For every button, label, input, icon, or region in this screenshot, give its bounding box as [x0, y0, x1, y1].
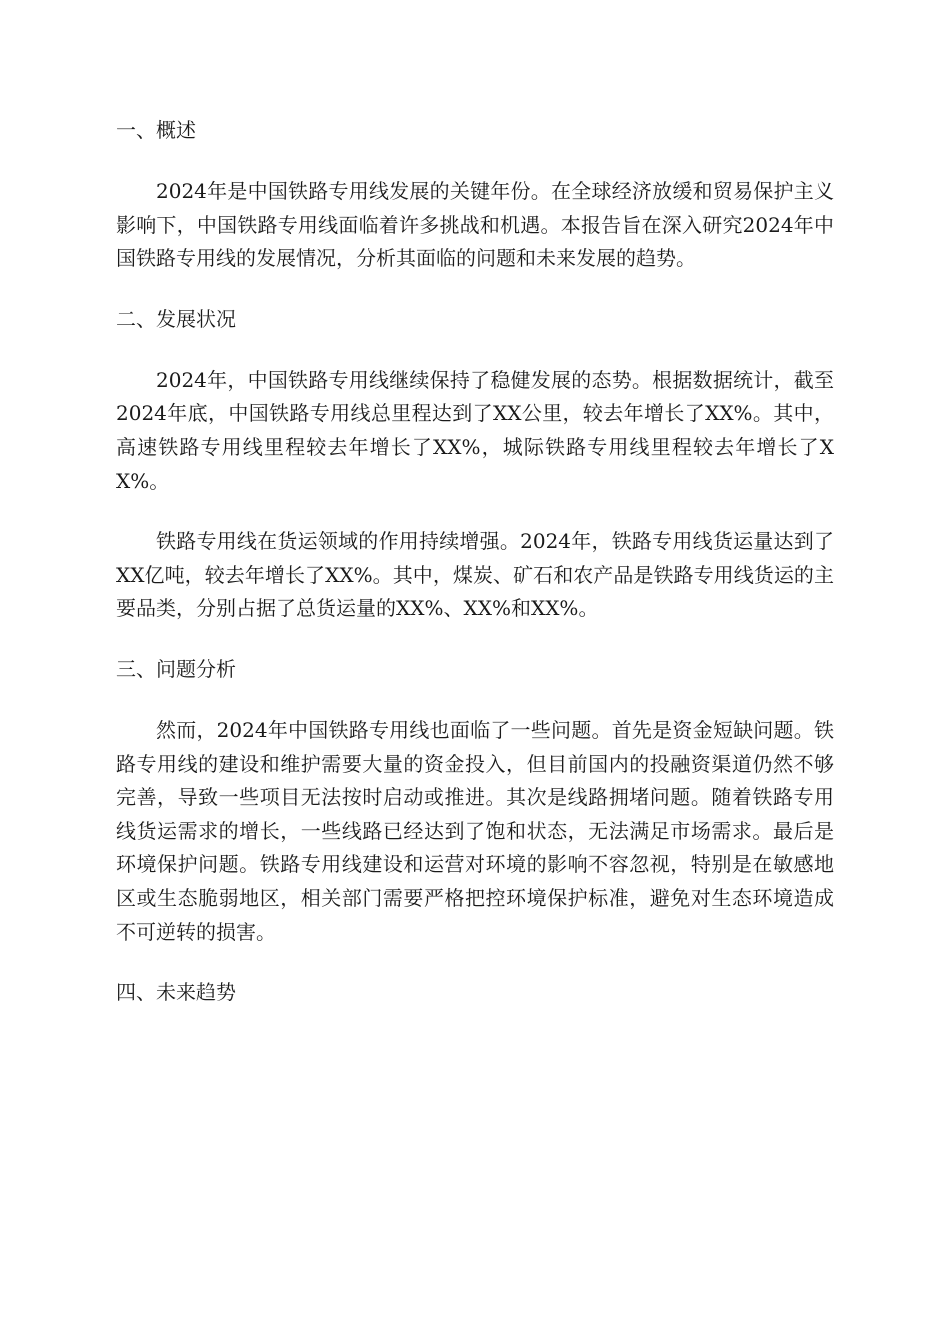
- development-status-paragraph-2: 铁路专用线在货运领域的作用持续增强。2024年，铁路专用线货运量达到了XX亿吨，较去年增长了XX%。其中，煤炭、矿石和农产品是铁路专用线货运的主要品类，分别占据了总货运量的XX%、XX%和XX%。: [116, 529, 834, 621]
- problem-analysis-paragraph: 然而，2024年中国铁路专用线也面临了一些问题。首先是资金短缺问题。铁路专用线的建设和维护需要大量的资金投入，但目前国内的投融资渠道仍然不够完善，导致一些项目无法按时启动或推进。其次是线路拥堵问题。随着铁路专用线货运需求的增长，一些线路已经达到了饱和状态，无法满足市场需求。最后是环境保护问题。铁路专用线建设和运营对环境的影响不容忽视，特别是在敏感地区或生态脆弱地区，相关部门需要严格把控环境保护标准，避免对生态环境造成不可逆转的损害。: [116, 717, 834, 944]
- document-page: [116, 112, 834, 1010]
- section-heading-problem-analysis: 三、问题分析: [116, 656, 236, 681]
- overview-paragraph: 2024年是中国铁路专用线发展的关键年份。在全球经济放缓和贸易保护主义影响下，中国铁路专用线面临着许多挑战和机遇。本报告旨在深入研究2024年中国铁路专用线的发展情况，分析其面临的问题和未来发展的趋势。: [116, 179, 834, 271]
- section-heading-development-status: 二、发展状况: [116, 306, 236, 331]
- development-status-paragraph-1: 2024年，中国铁路专用线继续保持了稳健发展的态势。根据数据统计，截至2024年底，中国铁路专用线总里程达到了XX公里，较去年增长了XX%。其中，高速铁路专用线里程较去年增长了XX%，城际铁路专用线里程较去年增长了XX%。: [116, 367, 834, 493]
- section-heading-overview: 一、概述: [116, 118, 196, 142]
- section-heading-future-trends: 四、未来趋势: [116, 980, 236, 1005]
